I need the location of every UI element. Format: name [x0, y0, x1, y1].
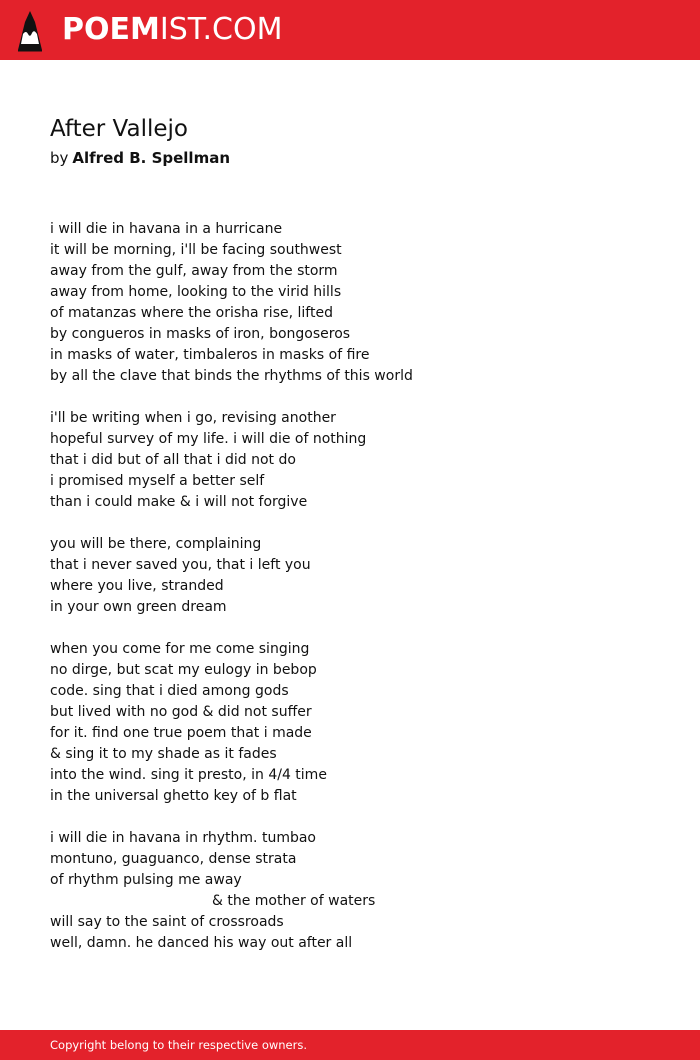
poem-line: & the mother of waters — [212, 893, 376, 909]
poem-stanza — [50, 408, 670, 513]
poem-title: After Vallejo — [50, 116, 188, 142]
logo-light-text: IST.COM — [159, 12, 283, 47]
poem-line: i'll be writing when i go, revising another — [50, 410, 336, 426]
poem-line: will say to the saint of crossroads — [50, 914, 284, 930]
poem-stanza — [50, 828, 670, 954]
poem-line: i promised myself a better self — [50, 473, 265, 489]
poem-line: away from home, looking to the virid hills — [50, 284, 342, 300]
poem-line: you will be there, complaining — [50, 536, 262, 552]
poem-line: when you come for me come singing — [50, 641, 310, 657]
poem-line: & sing it to my shade as it fades — [50, 746, 277, 762]
poem-line: no dirge, but scat my eulogy in bebop — [50, 662, 317, 678]
pencil-tip-icon[interactable] — [17, 10, 43, 52]
site-header — [0, 0, 700, 60]
poem-line: that i did but of all that i did not do — [50, 452, 296, 468]
site-logo[interactable] — [62, 12, 282, 48]
logo-bold-text: POEM — [62, 12, 160, 47]
poem-stanza — [50, 219, 670, 387]
poem-line: of matanzas where the orisha rise, lifted — [50, 305, 333, 321]
byline — [50, 149, 230, 167]
poem-stanza — [50, 639, 670, 807]
poem-line: hopeful survey of my life. i will die of nothing — [50, 431, 367, 447]
poem-line: montuno, guaguanco, dense strata — [50, 851, 297, 867]
poem-line: of rhythm pulsing me away — [50, 872, 242, 888]
poem-line: but lived with no god & did not suffer — [50, 704, 312, 720]
poem-line: in masks of water, timbaleros in masks of fire — [50, 347, 370, 363]
poem-line: where you live, stranded — [50, 578, 224, 594]
poem-stanza — [50, 534, 670, 618]
poem-line: into the wind. sing it presto, in 4/4 time — [50, 767, 327, 783]
poem-line: it will be morning, i'll be facing southwest — [50, 242, 342, 258]
poem-line: for it. find one true poem that i made — [50, 725, 312, 741]
poem-line: in your own green dream — [50, 599, 227, 615]
poem-line: away from the gulf, away from the storm — [50, 263, 338, 279]
author-name: Alfred B. Spellman — [72, 149, 230, 167]
by-label: by — [50, 149, 69, 167]
poem-line: i will die in havana in a hurricane — [50, 221, 283, 237]
poem-line: in the universal ghetto key of b flat — [50, 788, 297, 804]
poem-line: than i could make & i will not forgive — [50, 494, 308, 510]
copyright-notice: Copyright belong to their respective owners. — [50, 1038, 308, 1052]
poem-body — [50, 219, 670, 975]
poem-line: code. sing that i died among gods — [50, 683, 289, 699]
poem-line: by congueros in masks of iron, bongoseros — [50, 326, 351, 342]
poem-line: i will die in havana in rhythm. tumbao — [50, 830, 316, 846]
poem-line: by all the clave that binds the rhythms of this world — [50, 368, 413, 384]
site-footer — [0, 1030, 700, 1060]
poem-line: that i never saved you, that i left you — [50, 557, 311, 573]
poem-line: well, damn. he danced his way out after all — [50, 935, 353, 951]
